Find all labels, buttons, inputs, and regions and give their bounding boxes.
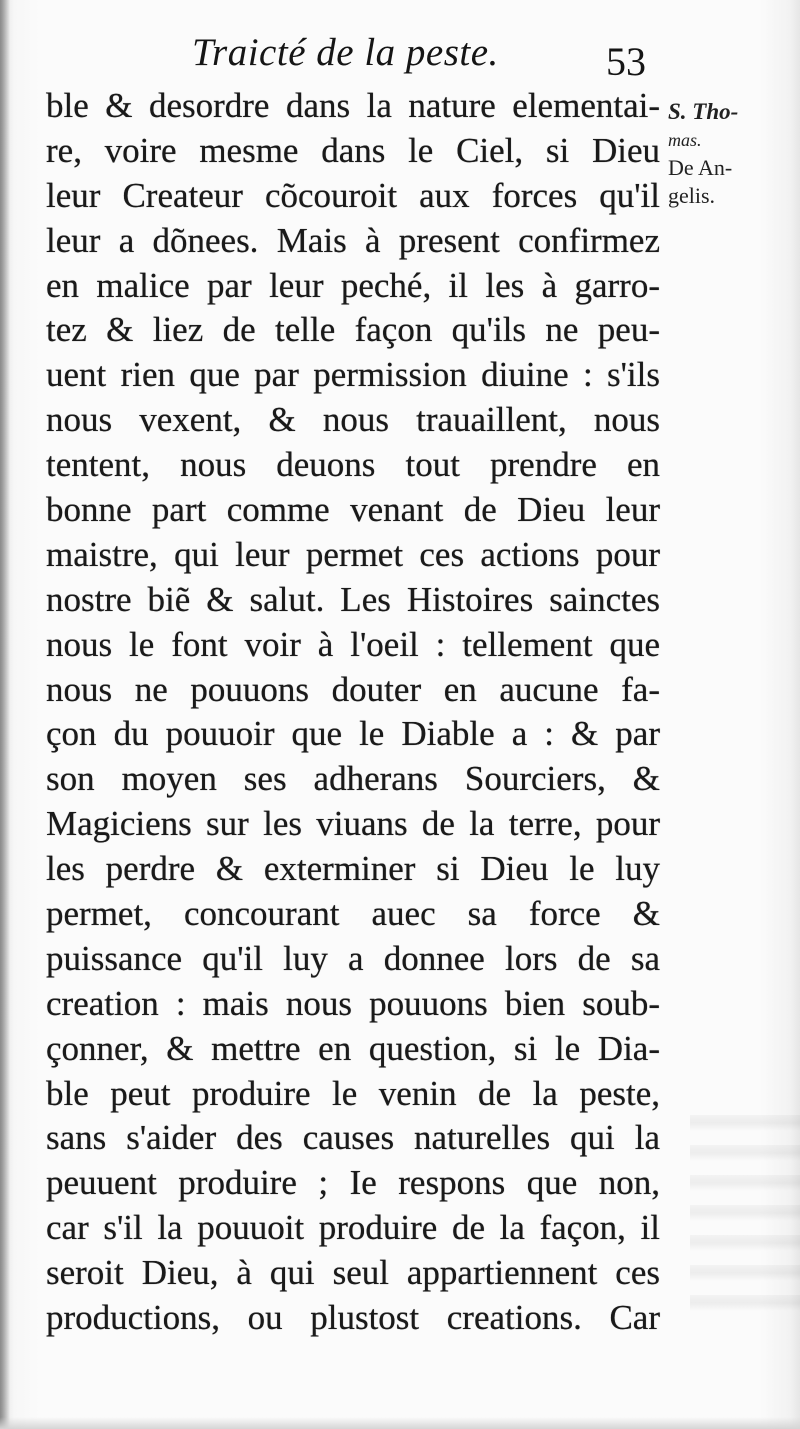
text-line: uent rien que par permission diuine : s'ils — [46, 355, 660, 395]
text-line: productions, ou plustost creations. Car — [46, 1298, 660, 1338]
body-text — [46, 84, 660, 1341]
page-spine-shadow — [0, 0, 10, 1429]
text-line: peuuent produire ; Ie respons que non, — [46, 1163, 660, 1203]
text-line: nous ne pouuons douter en aucune fa- — [46, 669, 660, 709]
text-line: re, voire mesme dans le Ciel, si Dieu — [46, 130, 660, 170]
text-line: seroit Dieu, à qui seul appartiennent ces — [46, 1253, 660, 1293]
marginal-note — [668, 98, 798, 210]
marginal-note-line: S. Tho- — [668, 99, 739, 124]
text-line: leur a dõnees. Mais à present confirmez — [46, 220, 660, 260]
text-line: Magiciens sur les viuans de la terre, pour — [46, 804, 660, 844]
text-line: tez & liez de telle façon qu'ils ne peu- — [46, 310, 660, 350]
text-line: car s'il la pouuoit produire de la façon, il — [46, 1208, 660, 1248]
marginal-note-line: mas. — [668, 130, 702, 150]
text-line: ble peut produire le venin de la peste, — [46, 1073, 660, 1113]
running-title: Traicté de la peste. — [192, 31, 499, 74]
page-bottom-edge — [0, 1417, 800, 1429]
text-line: maistre, qui leur permet ces actions pour — [46, 534, 660, 574]
text-line: en malice par leur peché, il les à garro- — [46, 265, 660, 305]
text-line: nous vexent, & nous trauaillent, nous — [46, 400, 660, 440]
text-line: sans s'aider des causes naturelles qui la — [46, 1118, 660, 1158]
text-line: nostre biẽ & salut. Les Histoires sainctes — [46, 579, 660, 619]
text-line: les perdre & exterminer si Dieu le luy — [46, 849, 660, 889]
text-line: nous le font voir à l'oeil : tellement que — [46, 624, 660, 664]
page-number: 53 — [606, 39, 646, 84]
text-line: leur Createur cõcouroit aux forces qu'il — [46, 175, 660, 215]
text-line: bonne part comme venant de Dieu leur — [46, 490, 660, 530]
text-line: creation : mais nous pouuons bien soub- — [46, 983, 660, 1023]
text-line: puissance qu'il luy a donnee lors de sa — [46, 938, 660, 978]
marginal-note-line: gelis. — [668, 183, 716, 208]
text-line: tentent, nous deuons tout prendre en — [46, 445, 660, 485]
text-line: çon du pouuoir que le Diable a : & par — [46, 714, 660, 754]
show-through-texture — [690, 1115, 800, 1315]
text-line: ble & desordre dans la nature elementai- — [46, 86, 660, 125]
text-line: çonner, & mettre en question, si le Dia- — [46, 1028, 660, 1068]
text-line: son moyen ses adherans Sourciers, & — [46, 759, 660, 799]
marginal-note-line: De An- — [668, 155, 733, 180]
text-line: permet, concourant auec sa force & — [46, 894, 660, 934]
